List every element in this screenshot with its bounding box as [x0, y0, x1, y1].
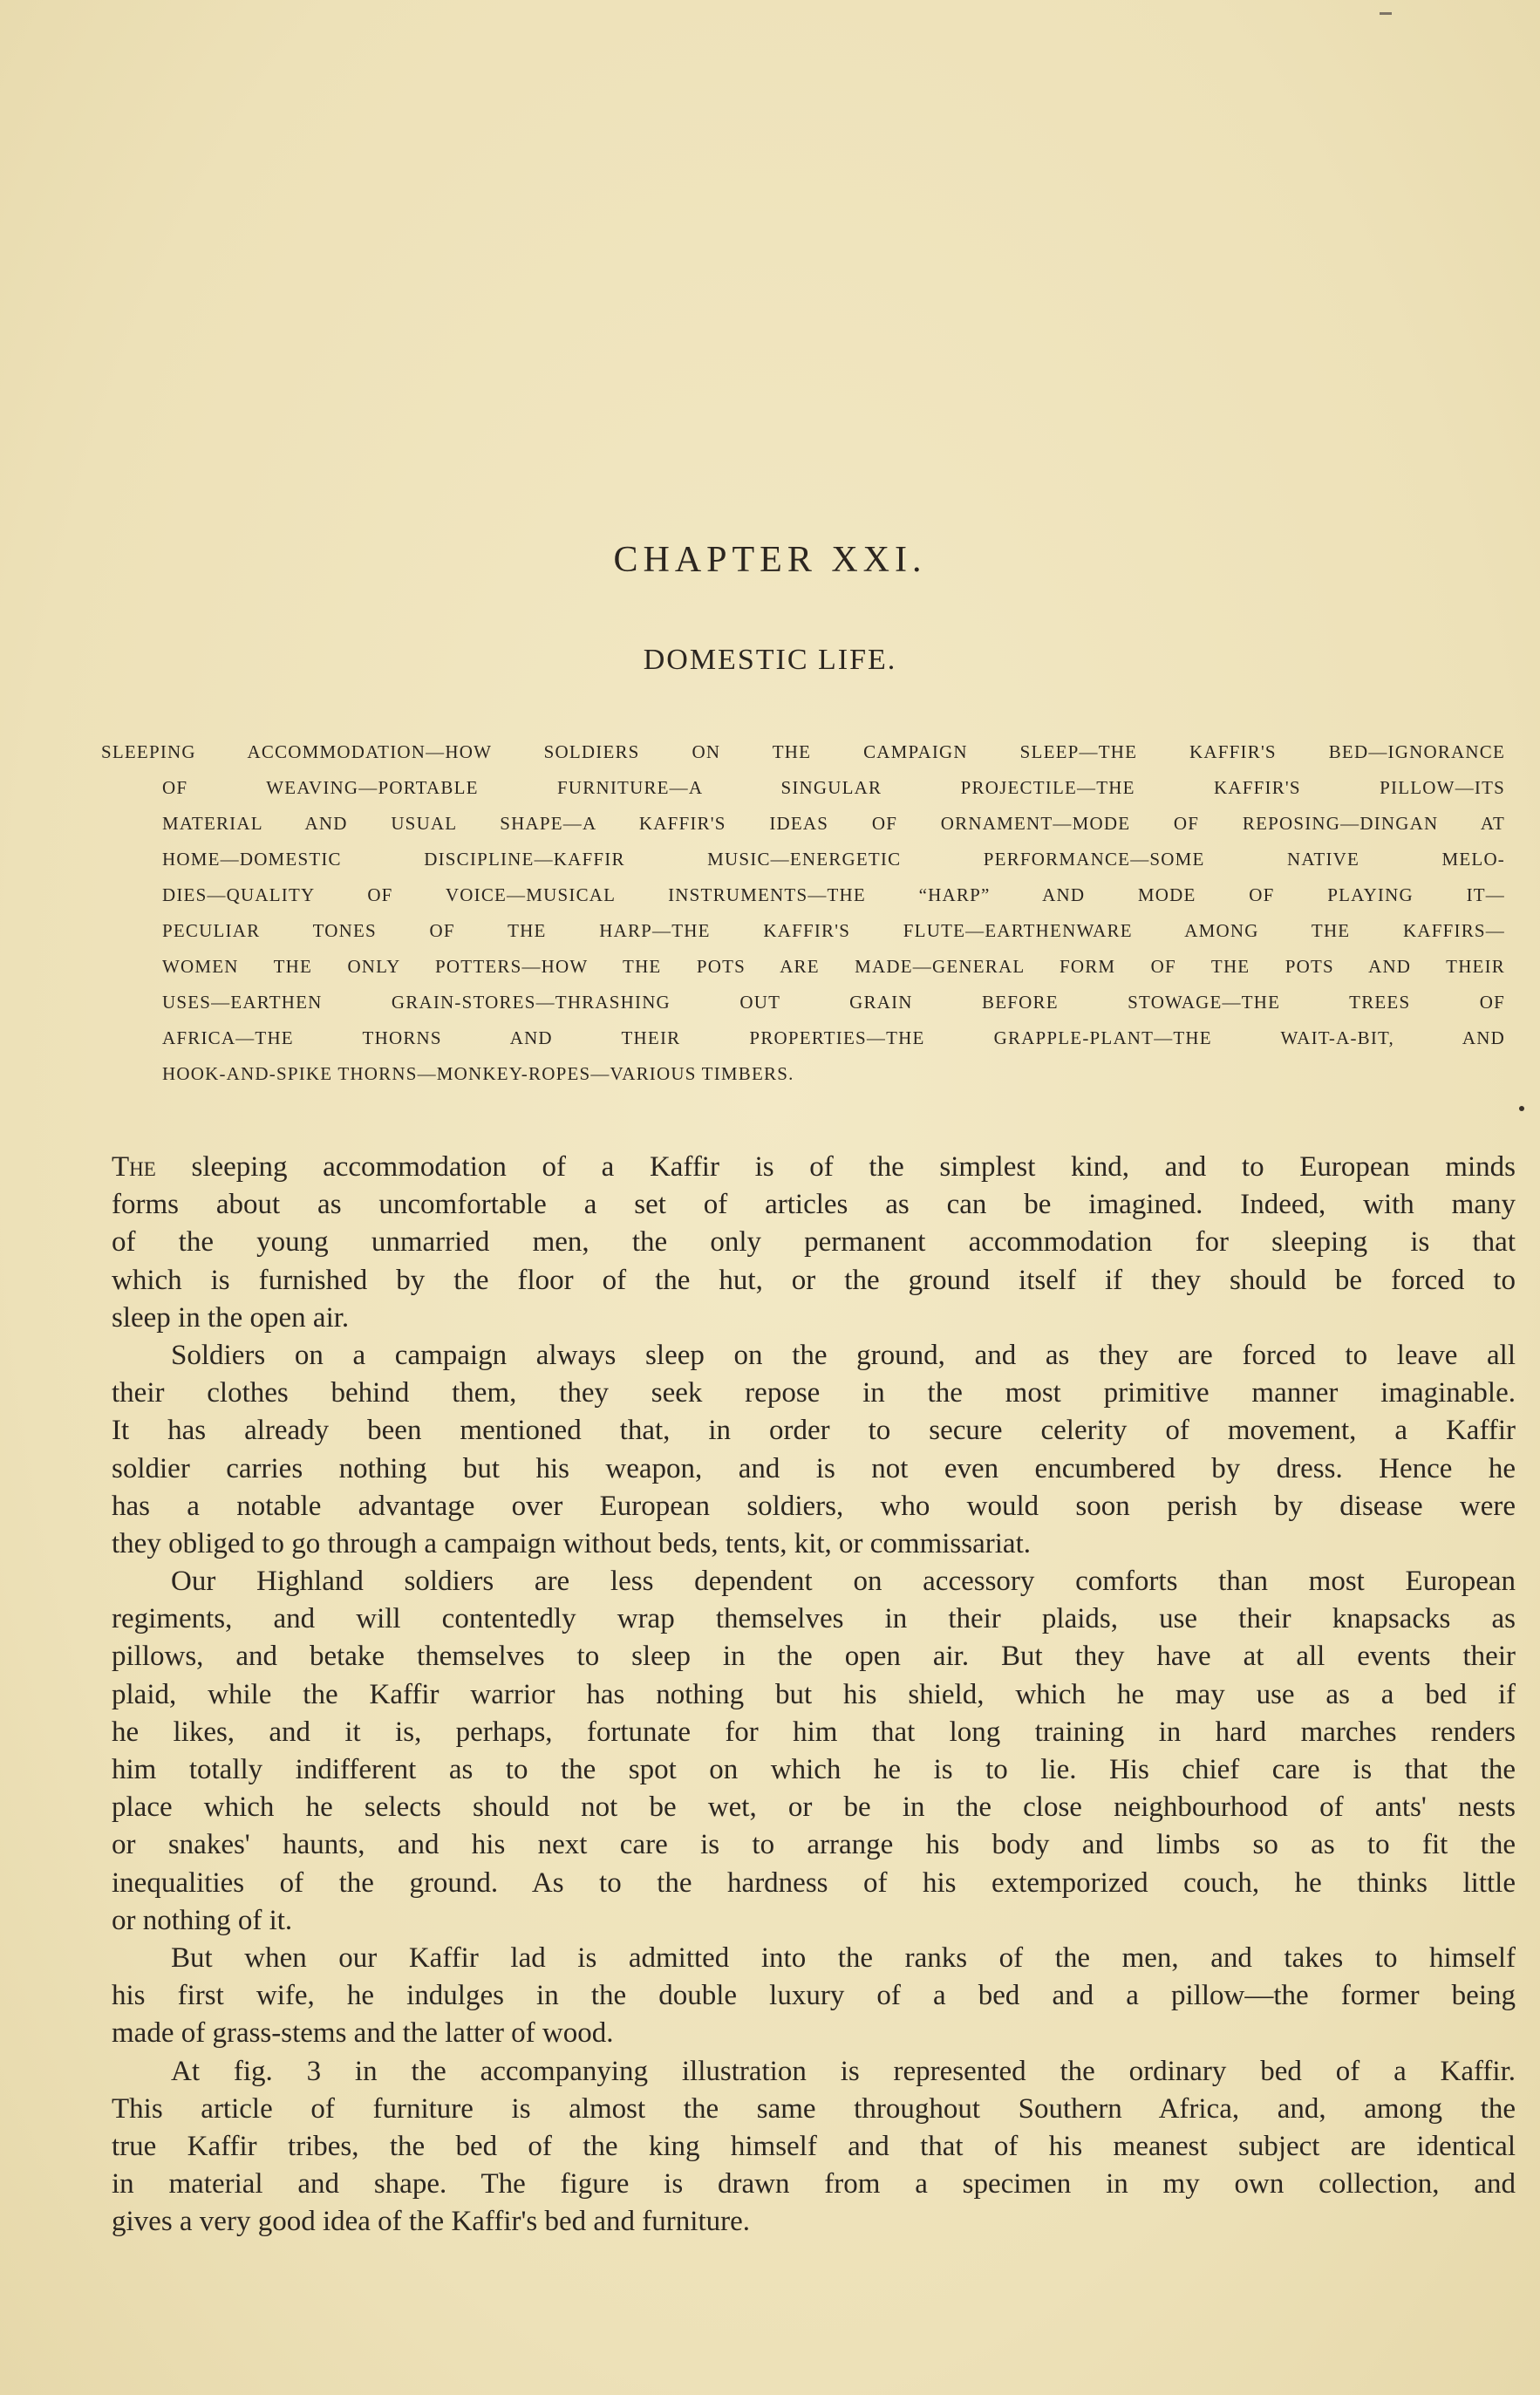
- body-line: him totally indifferent as to the spot on which he is to lie. His chief care is that the: [112, 1754, 1516, 1785]
- body-line: It has already been mentioned that, in order to secure celerity of movement, a Kaffir: [112, 1415, 1516, 1447]
- body-line: gives a very good idea of the Kaffir's bed and furniture.: [112, 2206, 751, 2238]
- body-line-text: sleeping accommodation of a Kaffir is of the simplest kind, and to European minds: [155, 1151, 1516, 1183]
- body-line: or nothing of it.: [112, 1904, 293, 1936]
- body-line: sleep in the open air.: [112, 1301, 350, 1334]
- body-line: they obliged to go through a campaign without beds, tents, kit, or commissariat.: [112, 1527, 1031, 1559]
- body-line: true Kaffir tribes, the bed of the king himself and that of his meanest subject are identical: [112, 2130, 1516, 2162]
- body-line: their clothes behind them, they seek repose in the most primitive manner imaginable.: [112, 1377, 1516, 1409]
- ink-mark: [1519, 1106, 1524, 1111]
- body-line: he likes, and it is, perhaps, fortunate for him that long training in hard marches renders: [112, 1716, 1516, 1748]
- synopsis-line: OF WEAVING—PORTABLE FURNITURE—A SINGULAR PROJECTILE—THE KAFFIR'S PILLOW—ITS: [162, 777, 1505, 798]
- body-line: his first wife, he indulges in the double luxury of a bed and a pillow—the former being: [112, 1980, 1516, 2012]
- synopsis-line: SLEEPING ACCOMMODATION—HOW SOLDIERS ON THE CAMPAIGN SLEEP—THE KAFFIR'S BED—IGNORANCE: [101, 741, 1505, 762]
- body-line: soldier carries nothing but his weapon, and is not even encumbered by dress. Hence he: [112, 1452, 1516, 1484]
- body-line: place which he selects should not be wet, or be in the close neighbourhood of ants' nests: [112, 1791, 1516, 1824]
- body-text: [112, 1149, 1516, 2241]
- body-line: has a notable advantage over European soldiers, who would soon perish by disease were: [112, 1490, 1516, 1522]
- synopsis-line: USES—EARTHEN GRAIN-STORES—THRASHING OUT GRAIN BEFORE STOWAGE—THE TREES OF: [162, 992, 1505, 1013]
- body-line: pillows, and betake themselves to sleep in the open air. But they have at all events their: [112, 1641, 1516, 1673]
- synopsis-line: DIES—QUALITY OF VOICE—MUSICAL INSTRUMENTS—THE “HARP” AND MODE OF PLAYING IT—: [162, 884, 1505, 905]
- synopsis-line: PECULIAR TONES OF THE HARP—THE KAFFIR'S FLUTE—EARTHENWARE AMONG THE KAFFIRS—: [162, 920, 1505, 941]
- body-line: regiments, and will contentedly wrap themselves in their plaids, use their knapsacks as: [112, 1603, 1516, 1635]
- page-corner-mark: [1380, 12, 1392, 15]
- chapter-subtitle: DOMESTIC LIFE.: [643, 644, 897, 676]
- lead-word: The: [112, 1151, 156, 1183]
- body-line: [112, 1149, 1516, 1186]
- body-line: Soldiers on a campaign always sleep on the ground, and as they are forced to leave all: [171, 1339, 1516, 1371]
- body-line: forms about as uncomfortable a set of articles as can be imagined. Indeed, with many: [112, 1189, 1516, 1221]
- body-line: This article of furniture is almost the same throughout Southern Africa, and, among the: [112, 2092, 1516, 2125]
- synopsis-line: AFRICA—THE THORNS AND THEIR PROPERTIES—THE GRAPPLE-PLANT—THE WAIT-A-BIT, AND: [162, 1027, 1505, 1048]
- body-line: of the young unmarried men, the only permanent accommodation for sleeping is that: [112, 1226, 1516, 1259]
- body-line: Our Highland soldiers are less dependent on accessory comforts than most European: [171, 1566, 1516, 1598]
- body-line: in material and shape. The figure is drawn from a specimen in my own collection, and: [112, 2168, 1516, 2201]
- synopsis-line: MATERIAL AND USUAL SHAPE—A KAFFIR'S IDEAS OF ORNAMENT—MODE OF REPOSING—DINGAN AT: [162, 813, 1505, 834]
- chapter-title: CHAPTER XXI.: [613, 540, 927, 580]
- body-line: At fig. 3 in the accompanying illustration is represented the ordinary bed of a Kaffir.: [171, 2055, 1516, 2087]
- body-line: which is furnished by the floor of the hut, or the ground itself if they should be forced to: [112, 1264, 1516, 1296]
- body-line: or snakes' haunts, and his next care is to arrange his body and limbs so as to fit the: [112, 1829, 1516, 1861]
- synopsis-line: HOME—DOMESTIC DISCIPLINE—KAFFIR MUSIC—ENERGETIC PERFORMANCE—SOME NATIVE MELO-: [162, 849, 1505, 870]
- body-line: plaid, while the Kaffir warrior has nothing but his shield, which he may use as a bed if: [112, 1678, 1516, 1710]
- synopsis-line: WOMEN THE ONLY POTTERS—HOW THE POTS ARE MADE—GENERAL FORM OF THE POTS AND THEIR: [162, 956, 1505, 977]
- synopsis-line: HOOK-AND-SPIKE THORNS—MONKEY-ROPES—VARIOUS TIMBERS.: [162, 1063, 794, 1084]
- body-line: made of grass-stems and the latter of wood.: [112, 2017, 614, 2050]
- body-line: inequalities of the ground. As to the hardness of his extemporized couch, he thinks little: [112, 1866, 1516, 1899]
- body-line: But when our Kaffir lad is admitted into the ranks of the men, and takes to himself: [171, 1941, 1516, 1974]
- chapter-synopsis: [101, 734, 1505, 1092]
